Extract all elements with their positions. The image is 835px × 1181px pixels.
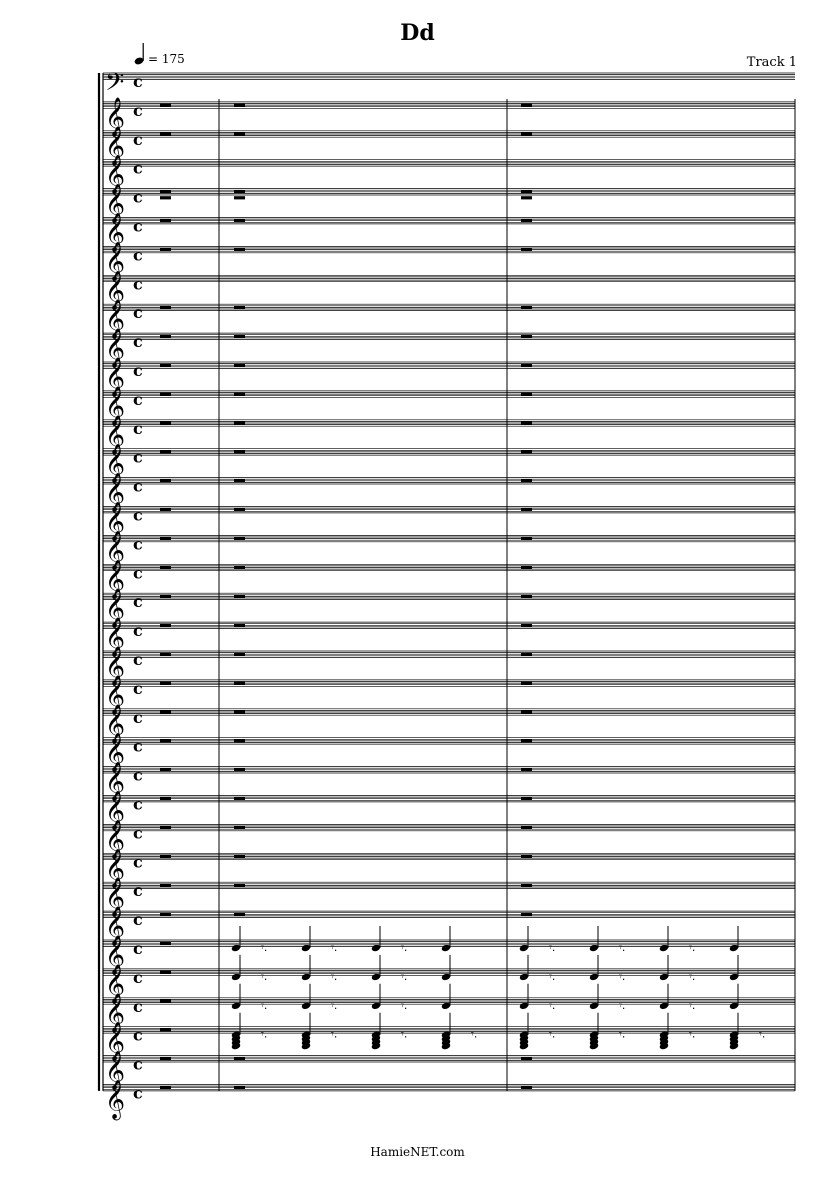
eighth-rest-icon: 𝄾. xyxy=(261,1027,268,1041)
treble-clef-icon: 𝄞 xyxy=(105,270,126,311)
eighth-rest-icon: 𝄾. xyxy=(689,998,696,1012)
score-title: Dd xyxy=(400,20,435,46)
staff xyxy=(103,68,795,103)
whole-rest xyxy=(160,942,171,945)
whole-rest xyxy=(521,104,532,107)
time-signature: c xyxy=(133,650,143,669)
treble-clef-icon: 𝄞 xyxy=(105,906,126,947)
time-signature: c xyxy=(133,274,143,294)
treble-clef-icon: 𝄞 xyxy=(105,328,126,369)
whole-rest xyxy=(521,913,532,916)
staff xyxy=(103,559,795,600)
whole-rest xyxy=(234,421,245,424)
whole-rest xyxy=(234,913,245,916)
whole-rest xyxy=(234,335,245,338)
staff xyxy=(103,1013,795,1063)
whole-rest xyxy=(234,826,245,829)
whole-rest xyxy=(234,884,245,887)
treble-clef-icon: 𝄞 xyxy=(105,299,126,340)
whole-rest xyxy=(234,653,245,656)
treble-clef-icon: 𝄞 xyxy=(105,559,126,600)
whole-rest xyxy=(234,595,245,598)
whole-rest xyxy=(521,508,532,511)
time-signature: c xyxy=(133,418,143,438)
whole-rest xyxy=(234,479,245,482)
staff xyxy=(103,675,795,716)
time-signature: c xyxy=(133,72,143,91)
eighth-rest-icon: 𝄾. xyxy=(401,1027,408,1041)
whole-rest xyxy=(521,306,532,309)
eighth-rest-icon: 𝄾. xyxy=(549,1027,556,1041)
whole-rest xyxy=(234,248,245,251)
whole-rest xyxy=(521,595,532,598)
staff xyxy=(103,270,795,311)
whole-rest xyxy=(521,855,532,858)
whole-rest xyxy=(234,682,245,685)
eighth-rest-icon: 𝄾. xyxy=(689,969,696,983)
eighth-rest-icon: 𝄾. xyxy=(261,969,268,983)
eighth-rest-icon: 𝄾. xyxy=(401,969,408,983)
eighth-rest-icon: 𝄾. xyxy=(549,998,556,1012)
eighth-rest-icon: 𝄾. xyxy=(331,1027,338,1041)
eighth-rest-icon: 𝄾. xyxy=(689,941,696,954)
footer-credit: HamieNET.com xyxy=(370,1145,465,1159)
whole-rest xyxy=(521,450,532,453)
whole-rest xyxy=(521,335,532,338)
whole-rest xyxy=(234,855,245,858)
whole-rest xyxy=(160,508,171,511)
whole-rest xyxy=(160,971,171,974)
staff xyxy=(103,502,795,543)
eighth-rest-icon: 𝄾. xyxy=(549,969,556,983)
time-signature: c xyxy=(133,563,143,583)
time-signature: c xyxy=(133,447,143,467)
whole-rest xyxy=(160,999,171,1002)
time-signature: c xyxy=(133,794,143,814)
whole-rest xyxy=(234,624,245,627)
whole-rest xyxy=(234,104,245,107)
whole-rest xyxy=(160,104,171,107)
time-signature: c xyxy=(133,389,143,409)
treble-clef-icon: 𝄞 xyxy=(105,385,126,426)
whole-rest xyxy=(160,1086,171,1089)
time-signature: c xyxy=(133,303,143,323)
whole-rest xyxy=(160,537,171,540)
whole-rest xyxy=(521,1086,532,1089)
staff xyxy=(103,357,795,398)
time-signature: c xyxy=(133,1025,143,1045)
treble-clef-icon: 𝄞 xyxy=(105,819,126,860)
staff xyxy=(103,617,795,658)
tempo-value: = 175 xyxy=(148,52,185,66)
staff xyxy=(103,213,795,254)
staff xyxy=(103,733,795,774)
whole-rest xyxy=(160,132,171,135)
whole-rest xyxy=(160,653,171,656)
whole-rest xyxy=(160,884,171,887)
eighth-rest-icon: 𝄾. xyxy=(401,998,408,1012)
whole-rest xyxy=(160,196,171,199)
time-signature: c xyxy=(133,707,143,727)
treble-clef-icon: 𝄞 xyxy=(105,414,126,455)
whole-rest xyxy=(521,826,532,829)
treble-clef-icon: 𝄞 xyxy=(105,703,126,744)
staff xyxy=(103,704,795,745)
treble-clef-icon: 𝄞 xyxy=(105,790,126,831)
whole-rest xyxy=(521,682,532,685)
whole-rest xyxy=(521,248,532,251)
time-signature: c xyxy=(133,505,143,525)
treble-clef-icon: 𝄞 xyxy=(105,183,126,224)
whole-rest xyxy=(521,1057,532,1060)
whole-rest xyxy=(234,537,245,540)
whole-rest xyxy=(160,1057,171,1060)
whole-rest xyxy=(160,479,171,482)
whole-rest xyxy=(521,797,532,800)
whole-rest xyxy=(160,1028,171,1031)
staff xyxy=(103,241,795,282)
whole-rest xyxy=(521,653,532,656)
whole-rest xyxy=(160,335,171,338)
whole-rest xyxy=(521,624,532,627)
eighth-rest-icon: 𝄾. xyxy=(689,1027,696,1041)
treble-clef-icon: 𝄞 xyxy=(105,963,126,1004)
eighth-rest-icon: 𝄾. xyxy=(331,998,338,1012)
treble-clef-icon: 𝄞 xyxy=(105,848,126,889)
treble-clef-icon: 𝄞 xyxy=(105,154,126,195)
whole-rest xyxy=(160,739,171,742)
time-signature: c xyxy=(133,129,143,149)
time-signature: c xyxy=(133,621,143,641)
treble-clef-icon: 𝄞 xyxy=(105,617,126,658)
treble-clef-icon: 𝄞 xyxy=(105,732,126,773)
whole-rest xyxy=(160,595,171,598)
staff xyxy=(103,184,795,225)
eighth-rest-icon: 𝄾. xyxy=(261,941,268,954)
whole-rest xyxy=(234,739,245,742)
whole-rest xyxy=(160,826,171,829)
whole-rest xyxy=(234,306,245,309)
whole-rest xyxy=(521,768,532,771)
staff xyxy=(103,848,795,889)
time-signature: c xyxy=(133,361,143,380)
time-signature: c xyxy=(133,158,143,178)
treble-clef-icon: 𝄞 xyxy=(105,877,126,918)
staff xyxy=(103,328,795,369)
staff xyxy=(103,588,795,629)
time-signature: c xyxy=(133,187,143,207)
time-signature: c xyxy=(133,765,143,785)
treble-clef-icon: 𝄞 xyxy=(105,1079,126,1120)
whole-rest xyxy=(160,624,171,627)
time-signature: c xyxy=(133,852,143,872)
time-signature: c xyxy=(133,476,143,496)
whole-rest xyxy=(521,364,532,367)
track-label: Track 1 xyxy=(746,55,797,70)
staff xyxy=(103,819,795,860)
whole-rest xyxy=(234,132,245,135)
whole-rest xyxy=(234,196,245,199)
staff xyxy=(103,97,795,138)
treble-clef-icon: 𝄞 xyxy=(105,935,126,975)
whole-rest xyxy=(521,710,532,713)
whole-rest xyxy=(160,248,171,251)
whole-rest xyxy=(160,219,171,222)
whole-rest xyxy=(160,393,171,396)
treble-clef-icon: 𝄞 xyxy=(105,241,126,282)
whole-rest xyxy=(160,710,171,713)
treble-clef-icon: 𝄞 xyxy=(105,530,126,571)
time-signature: c xyxy=(133,1083,143,1103)
whole-rest xyxy=(234,768,245,771)
treble-clef-icon: 𝄞 xyxy=(105,1021,126,1062)
whole-rest xyxy=(521,219,532,222)
whole-rest xyxy=(160,682,171,685)
time-signature: c xyxy=(133,245,143,265)
treble-clef-icon: 𝄞 xyxy=(105,212,126,253)
time-signature: c xyxy=(133,823,143,843)
treble-clef-icon: 𝄞 xyxy=(105,472,126,513)
whole-rest xyxy=(234,566,245,569)
time-signature: c xyxy=(133,678,143,698)
staff xyxy=(103,530,795,571)
treble-clef-icon: 𝄞 xyxy=(105,501,126,542)
whole-rest xyxy=(160,566,171,569)
eighth-rest-icon: 𝄾. xyxy=(619,941,626,954)
whole-rest xyxy=(521,421,532,424)
eighth-rest-icon: 𝄾. xyxy=(619,969,626,983)
whole-rest xyxy=(521,537,532,540)
staff xyxy=(103,386,795,427)
eighth-rest-icon: 𝄾. xyxy=(471,1027,478,1041)
time-signature: c xyxy=(133,592,143,612)
treble-clef-icon: 𝄞 xyxy=(105,588,126,629)
time-signature: c xyxy=(133,534,143,554)
whole-rest xyxy=(234,393,245,396)
whole-rest xyxy=(521,190,532,193)
whole-rest xyxy=(160,768,171,771)
whole-rest xyxy=(521,132,532,135)
treble-clef-icon: 𝄞 xyxy=(105,1050,126,1091)
treble-clef-icon: 𝄞 xyxy=(105,761,126,802)
eighth-rest-icon: 𝄾. xyxy=(759,1027,766,1041)
treble-clef-icon: 𝄞 xyxy=(105,674,126,715)
staff xyxy=(103,955,795,1005)
eighth-rest-icon: 𝄾. xyxy=(331,969,338,983)
whole-rest xyxy=(160,797,171,800)
time-signature: c xyxy=(133,881,143,901)
staff xyxy=(103,415,795,456)
staff xyxy=(103,791,795,832)
treble-clef-icon: 𝄞 xyxy=(105,443,126,484)
eighth-rest-icon: 𝄾. xyxy=(261,998,268,1012)
whole-rest xyxy=(160,421,171,424)
staff xyxy=(103,299,795,340)
whole-rest xyxy=(234,1057,245,1060)
whole-rest xyxy=(234,450,245,453)
time-signature: c xyxy=(133,967,143,987)
staff xyxy=(103,473,795,514)
time-signature: c xyxy=(133,1054,143,1074)
whole-rest xyxy=(521,479,532,482)
staff xyxy=(103,984,795,1034)
time-signature: c xyxy=(133,910,143,930)
time-signature: c xyxy=(133,939,143,958)
whole-rest xyxy=(234,508,245,511)
whole-rest xyxy=(234,1086,245,1089)
eighth-rest-icon: 𝄾. xyxy=(549,941,556,954)
time-signature: c xyxy=(133,332,143,352)
whole-rest xyxy=(234,797,245,800)
whole-rest xyxy=(521,393,532,396)
treble-clef-icon: 𝄞 xyxy=(105,125,126,166)
staff xyxy=(103,926,795,976)
staff xyxy=(103,877,795,918)
whole-rest xyxy=(234,219,245,222)
whole-rest xyxy=(160,855,171,858)
whole-rest xyxy=(160,306,171,309)
whole-rest xyxy=(521,884,532,887)
whole-rest xyxy=(160,190,171,193)
whole-rest xyxy=(160,913,171,916)
whole-rest xyxy=(521,196,532,199)
whole-rest xyxy=(234,190,245,193)
treble-clef-icon: 𝄞 xyxy=(105,357,126,397)
staff xyxy=(103,762,795,803)
staff xyxy=(103,1051,795,1092)
treble-clef-icon: 𝄞 xyxy=(105,992,126,1033)
whole-rest xyxy=(521,566,532,569)
bass-clef-icon: 𝄢 xyxy=(105,68,125,103)
time-signature: c xyxy=(133,736,143,756)
staff xyxy=(103,1080,795,1121)
staff xyxy=(103,155,795,196)
time-signature: c xyxy=(133,100,143,120)
time-signature: c xyxy=(133,996,143,1016)
staff xyxy=(103,444,795,485)
eighth-rest-icon: 𝄾. xyxy=(619,1027,626,1041)
whole-rest xyxy=(234,710,245,713)
whole-rest xyxy=(234,364,245,367)
eighth-rest-icon: 𝄾. xyxy=(619,998,626,1012)
staff xyxy=(103,646,795,687)
treble-clef-icon: 𝄞 xyxy=(105,96,126,137)
time-signature: c xyxy=(133,216,143,236)
staff xyxy=(103,126,795,167)
whole-rest xyxy=(521,739,532,742)
whole-rest xyxy=(160,364,171,367)
eighth-rest-icon: 𝄾. xyxy=(331,941,338,954)
whole-rest xyxy=(160,450,171,453)
eighth-rest-icon: 𝄾. xyxy=(401,941,408,954)
treble-clef-icon: 𝄞 xyxy=(105,646,126,686)
